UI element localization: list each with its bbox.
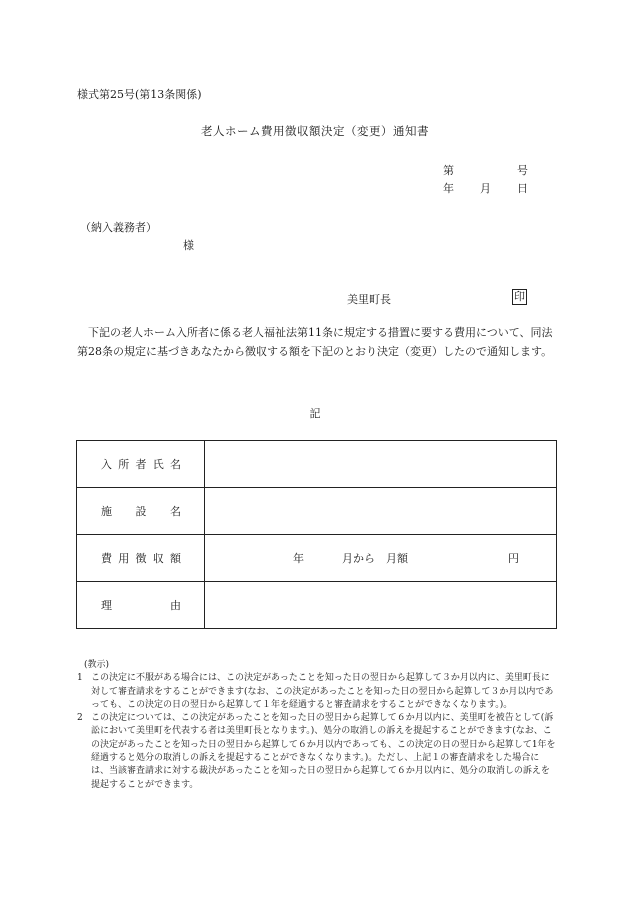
instructions-notes (77, 659, 557, 792)
date-month: 月 (480, 182, 491, 195)
label-char: 由 (170, 599, 181, 612)
body-paragraph: 下記の老人ホーム入所者に係る老人福祉法第11条に規定する措置に要する費用について、同法第28条の規定に基づきあなたから徴収する額を下記のとおり決定（変更）したので通知します。 (77, 326, 553, 358)
details-table (76, 440, 557, 629)
ki-heading: 記 (309, 407, 321, 420)
fee-year: 年 (293, 552, 304, 565)
label-char: 氏 (152, 458, 164, 471)
note-number: 1 (77, 673, 83, 684)
value-facility-name[interactable] (205, 488, 557, 535)
label-facility-name (77, 488, 205, 535)
label-char: 費 (101, 552, 112, 565)
note-text: この決定に不服がある場合には、この決定があったことを知った日の翌日から起算して３か月以内に、美里町長に対して審査請求をすることができます(なお、この決定があったことを知った日の翌日から起算して３か月以内であっても、この決定の日の翌日から起算して１年を経過すると審査請求をすることができなくなります。)。 (91, 673, 554, 710)
form-number: 様式第25号(第13条関係) (77, 88, 202, 101)
table-row (77, 582, 557, 629)
label-char: 収 (152, 552, 164, 565)
label-char: 名 (170, 458, 181, 471)
notes-heading: (教示) (84, 660, 110, 670)
label-char: 用 (118, 552, 130, 565)
issuer-mayor: 美里町長 (347, 293, 391, 306)
label-char: 額 (170, 552, 181, 565)
document-title: 老人ホーム費用徴収額決定（変更）通知書 (201, 124, 429, 138)
note-item (77, 712, 557, 792)
payer-label: （納入義務者） (80, 221, 157, 234)
table-row (77, 441, 557, 488)
note-number: 2 (77, 713, 83, 724)
label-char: 施 (101, 505, 112, 518)
label-fee-amount (77, 535, 205, 582)
honorific-sama: 様 (183, 239, 194, 252)
label-resident-name (77, 441, 205, 488)
label-char: 入 (101, 458, 112, 471)
fee-yen: 円 (508, 552, 519, 565)
label-char: 名 (170, 505, 181, 518)
label-char: 設 (135, 505, 147, 518)
label-reason (77, 582, 205, 629)
number-go: 号 (517, 164, 528, 177)
note-text: この決定については、この決定があったことを知った日の翌日から起算して６か月以内に、美里町を被告として(訴訟において美里町を代表する者は美里町長となります。)、処分の取消しの訴えを提起することができます(なお、この決定があったことを知った日の翌日から起算して６か月以内であっても、この決定の日の翌日から起算して1年を経過すると処分の取消しの訴えを提起することができなくなります。)。ただし、上記１の審査請求をした場合には、当該審査請求に対する裁決があったことを知った日の翌日から起算して６か月以内に、処分の取消しの訴えを提起することができます。 (91, 713, 556, 790)
number-dai: 第 (443, 164, 454, 177)
table-row (77, 535, 557, 582)
fee-month-from: 月から 月額 (342, 552, 408, 565)
label-char: 理 (101, 599, 112, 612)
seal-mark: 印 (514, 290, 525, 303)
label-char: 所 (118, 458, 130, 471)
date-year: 年 (443, 182, 454, 195)
label-char: 徴 (135, 552, 147, 565)
value-resident-name[interactable] (205, 441, 557, 488)
value-reason[interactable] (205, 582, 557, 629)
table-row (77, 488, 557, 535)
note-item (77, 672, 557, 712)
date-day: 日 (517, 182, 528, 195)
value-fee-amount[interactable] (205, 535, 557, 582)
label-char: 者 (135, 458, 147, 471)
